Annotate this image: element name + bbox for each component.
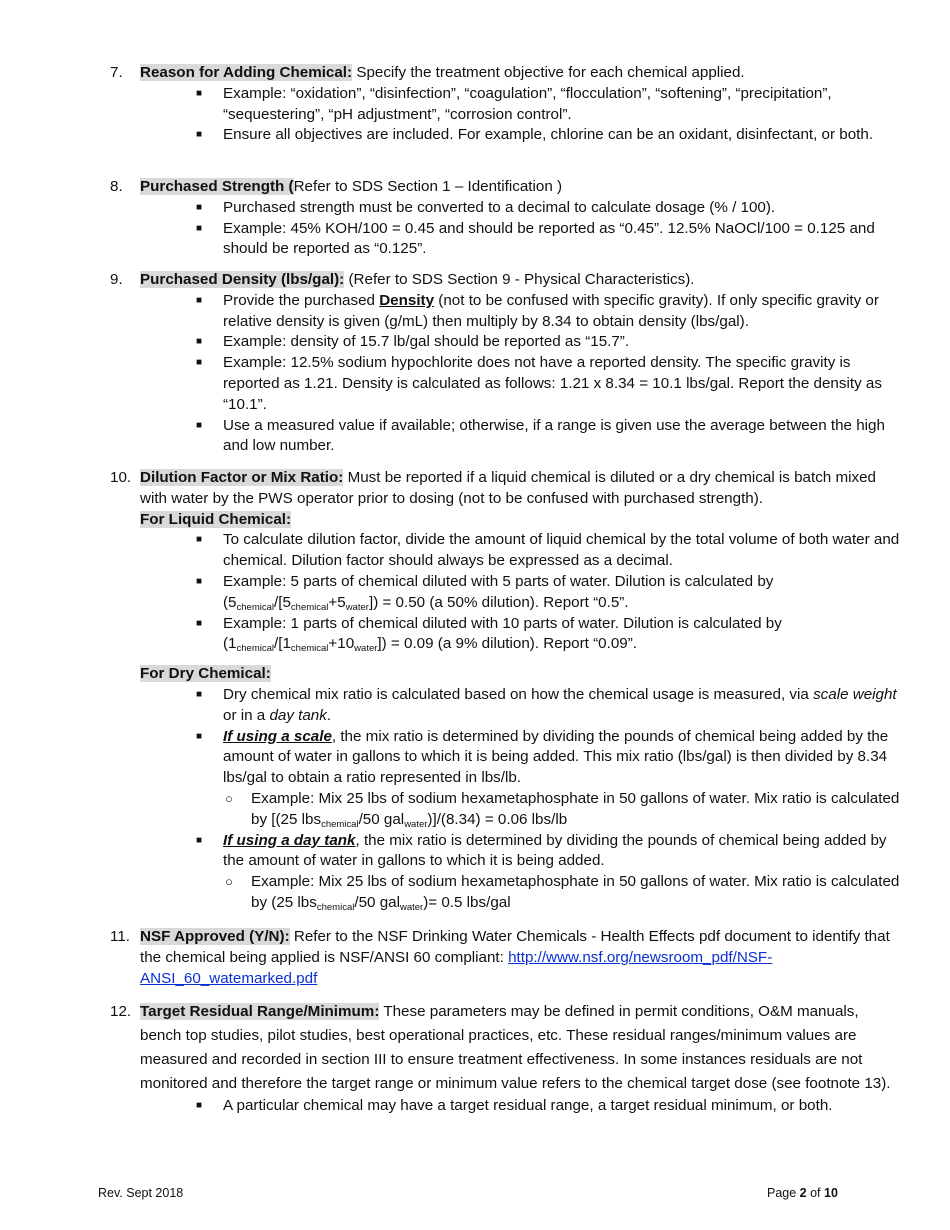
- liquid-subheading: For Liquid Chemical:: [140, 510, 292, 528]
- section-text: Refer to SDS Section 1 – Identification ): [293, 178, 563, 195]
- bullet-icon: ■: [196, 617, 203, 629]
- section-text: (Refer to SDS Section 9 - Physical Characteristics).: [344, 271, 695, 288]
- list-item: ■ Purchased strength must be converted to a decimal to calculate dosage (% / 100).: [223, 198, 900, 219]
- section-number: 8.: [110, 178, 123, 195]
- section-8: [110, 177, 900, 260]
- bullet-icon: ■: [196, 87, 203, 99]
- sub-list-item: ○ Example: Mix 25 lbs of sodium hexametaphosphate in 50 gallons of water. Mix ratio is calculated by [(25 lbs$_{chemical}$/50 gal$_{water}$)]/(8.34) = 0.06 lbs/lb: [225, 789, 900, 830]
- footer-revision: Rev. Sept 2018: [98, 1186, 184, 1200]
- section-title: Purchased Strength (: [140, 178, 294, 195]
- sub-list-item: ○ Example: Mix 25 lbs of sodium hexametaphosphate in 50 gallons of water. Mix ratio is calculated by (25 lbs$_{chemical}$/50 gal$_{water}$)= 0.5 lbs/gal: [225, 873, 900, 913]
- section-text: Refer to the NSF Drinking Water Chemicals - Health Effects pdf document to identify that the chemical being applied is NSF/ANSI 60 compliant:: [140, 928, 890, 966]
- bullet-icon: ■: [196, 336, 203, 348]
- bullet-icon: ■: [196, 688, 203, 700]
- list-item: ■ If using a day tank, the mix ratio is determined by dividing the pounds of chemical being added by the amount of water in gallons to which it is being added.: [196, 831, 887, 870]
- circle-bullet-icon: ○: [225, 790, 233, 806]
- section-title: Dilution Factor or Mix Ratio:: [140, 469, 344, 486]
- section-text: Must be reported if a liquid chemical is diluted or a dry chemical is batch mixed with water by the PWS operator prior to dosing (not to be confused with purchased strength).: [140, 469, 876, 507]
- section-number: 10.: [110, 469, 132, 486]
- list-item: ■ Example: 5 parts of chemical diluted with 5 parts of water. Dilution is calculated by $(5_{chemical}/[5_{chemical}+5_{water}]) = 0.50$ (a 50% dilution). Report “0.5”.: [196, 572, 774, 613]
- nsf-pdf-link[interactable]: http://www.nsf.org/newsroom_pdf/NSF-ANSI_60_watemarked.pdf: [140, 948, 773, 987]
- section-10: [110, 468, 900, 914]
- section-title: NSF Approved (Y/N):: [140, 928, 290, 945]
- list-item: ■ Provide the purchased Density (not to be confused with specific gravity). If only specific gravity or relative density is given (g/mL) then multiply by 8.34 to obtain density (lbs/gal).: [196, 291, 879, 330]
- section-text: Specify the treatment objective for each chemical applied.: [352, 64, 745, 81]
- list-item: ■ Example: 45% KOH/100 = 0.45 and should be reported as “0.45”. 12.5% NaOCl/100 = 0.125 and should be reported as “0.125”.: [196, 219, 875, 258]
- list-item: ■ Example: “oxidation”, “disinfection”, “coagulation”, “flocculation”, “softening”, “precipitation”, “sequestering”, “pH adjustment”, “corrosion control”.: [196, 84, 832, 123]
- circle-bullet-icon: ○: [225, 874, 233, 890]
- bullet-icon: ■: [196, 201, 203, 213]
- section-number: 9.: [110, 271, 123, 288]
- section-title: Target Residual Range/Minimum:: [140, 1003, 380, 1020]
- list-item: ■ If using a scale, the mix ratio is determined by dividing the pounds of chemical being added by the amount of water in gallons to which it is being added. This mix ratio (lbs/gal) is then divided by 8.34 lbs/gal to obtain a ratio represented in lbs/lb.: [196, 727, 889, 787]
- bullet-icon: ■: [196, 534, 203, 546]
- bullet-icon: ■: [196, 1100, 203, 1111]
- bullet-icon: ■: [196, 575, 203, 587]
- bullet-icon: ■: [196, 834, 203, 846]
- section-7: [110, 63, 900, 146]
- section-number: 12.: [110, 1003, 132, 1020]
- section-9: [110, 270, 900, 457]
- bullet-icon: ■: [196, 129, 203, 141]
- bullet-icon: ■: [196, 222, 203, 234]
- bullet-icon: ■: [196, 294, 203, 306]
- list-item: ■ Example: 1 parts of chemical diluted with 10 parts of water. Dilution is calculated by $(1_{chemical}/[1_{chemical}+10_{water}]) = 0.09$ (a 9% dilution). Report “0.09”.: [196, 614, 782, 655]
- footer-page-number: Page 2 of 10: [767, 1186, 838, 1200]
- bullet-icon: ■: [196, 357, 203, 369]
- section-title: Reason for Adding Chemical:: [140, 64, 353, 81]
- bullet-icon: ■: [196, 419, 203, 431]
- list-item: ■ Example: 12.5% sodium hypochlorite does not have a reported density. The specific gravity is reported as 1.21. Density is calculated as follows: 1.21 x 8.34 = 10.1 lbs/gal. Report the density as “10.1”.: [196, 354, 882, 413]
- list-item: ■ Ensure all objectives are included. For example, chlorine can be an oxidant, disinfectant, or both.: [223, 125, 900, 146]
- list-item: ■ Use a measured value if available; otherwise, if a range is given use the average between the high and low number.: [196, 416, 885, 455]
- list-item: ■ Dry chemical mix ratio is calculated based on how the chemical usage is measured, via scale weight or in a day tank.: [196, 685, 897, 724]
- section-11: [110, 927, 900, 989]
- section-12: [110, 1000, 900, 1117]
- list-item: ■ A particular chemical may have a target residual range, a target residual minimum, or both.: [223, 1096, 900, 1117]
- dry-subheading: For Dry Chemical:: [140, 665, 271, 683]
- section-number: 7.: [110, 64, 123, 81]
- section-text: These parameters may be defined in permit conditions, O&M manuals, bench top studies, pilot studies, best operational practices, etc. These residual ranges/minimum values are measured and recorded in section III to ensure treatment effectiveness. In some instances residuals are not monitored and therefore the target range or minimum value refers to the chemical target dose (see footnote 13).: [140, 1003, 891, 1092]
- section-number: 11.: [110, 928, 130, 945]
- list-item: ■ To calculate dilution factor, divide the amount of liquid chemical by the total volume of both water and chemical. Dilution factor should always be expressed as a decimal.: [196, 531, 900, 570]
- bullet-icon: ■: [196, 730, 203, 742]
- section-title: Purchased Density (lbs/gal):: [140, 271, 345, 288]
- list-item: ■ Example: density of 15.7 lb/gal should be reported as “15.7”.: [223, 332, 900, 353]
